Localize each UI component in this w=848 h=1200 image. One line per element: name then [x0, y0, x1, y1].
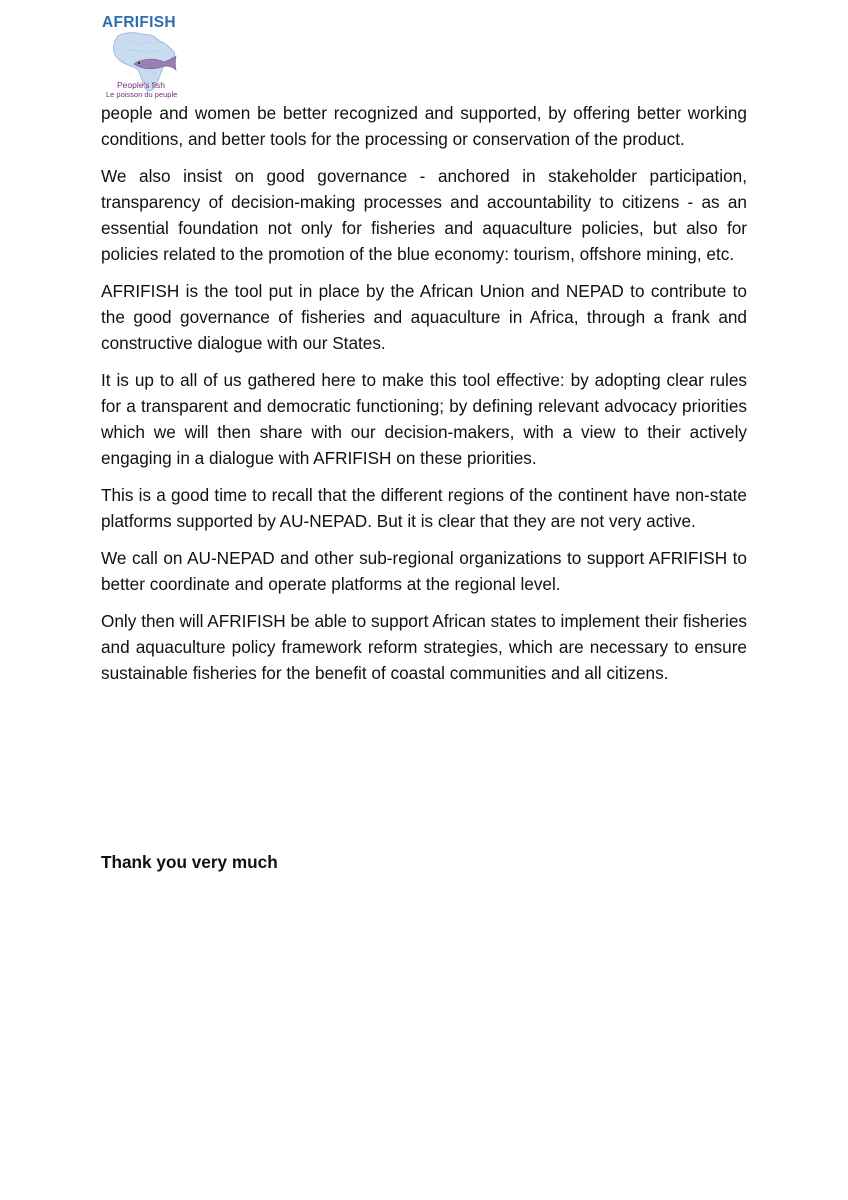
paragraph: It is up to all of us gathered here to make this tool effective: by adopting clear rules for a transparent and democratic functioning; by defining relevant advocacy priorities which we will then share with our decision-makers, with a view to their actively engaging in a dialogue with AFRIFISH on these priorities. — [101, 370, 747, 468]
logo-title: AFRIFISH — [102, 14, 176, 31]
logo-tagline-english: People's fish — [117, 80, 165, 90]
paragraph: We also insist on good governance - anchored in stakeholder participation, transparency of decision-making processes and accountability to citizens - as an essential foundation not only for fisheries and aquaculture policies, but also for policies related to the promotion of the blue economy: tourism, offshore mining, etc. — [101, 166, 747, 264]
paragraph: Only then will AFRIFISH be able to support African states to implement their fisheries and aquaculture policy framework reform strategies, which are necessary to ensure sustainable fisheries for the benefit of coastal communities and all citizens. — [101, 611, 747, 683]
document-body — [101, 100, 747, 697]
logo-tagline-french: Le poisson du peuple — [106, 90, 178, 99]
closing-remark: Thank you very much — [101, 852, 278, 872]
paragraph: AFRIFISH is the tool put in place by the African Union and NEPAD to contribute to the good governance of fisheries and aquaculture in Africa, through a frank and constructive dialogue with our States. — [101, 281, 747, 353]
afrifish-logo — [98, 14, 188, 104]
paragraph: This is a good time to recall that the different regions of the continent have non-state platforms supported by AU-NEPAD. But it is clear that they are not very active. — [101, 485, 747, 531]
paragraph: people and women be better recognized and supported, by offering better working conditions, and better tools for the processing or conservation of the product. — [101, 103, 747, 149]
paragraph: We call on AU-NEPAD and other sub-regional organizations to support AFRIFISH to better coordinate and operate platforms at the regional level. — [101, 548, 747, 594]
